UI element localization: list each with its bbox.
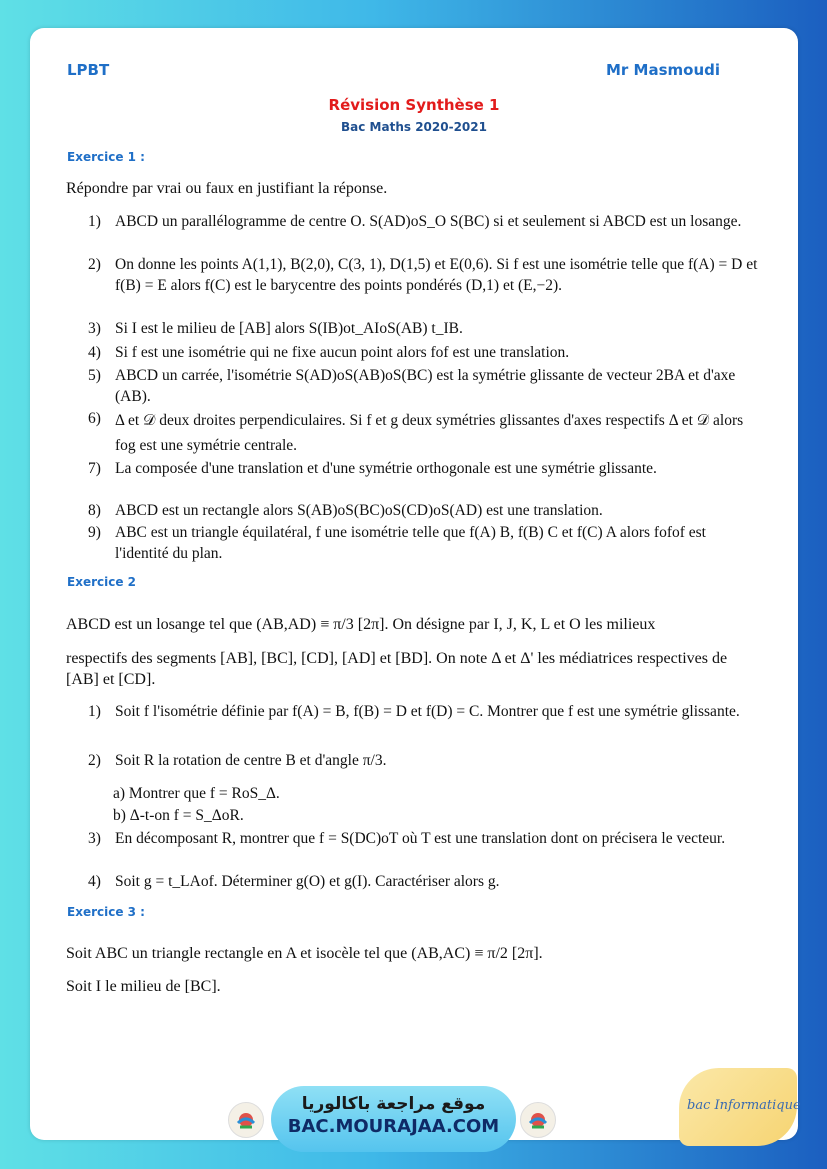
- exercise1-item: [88, 522, 760, 564]
- exercise1-item: [88, 365, 760, 407]
- page-subtitle: Bac Maths 2020-2021: [341, 120, 487, 134]
- item-text: ABCD un carrée, l'isométrie S(AD)oS(AB)oS(BC) est la symétrie glissante de vecteur 2BA et d'axe (AB).: [115, 367, 736, 405]
- site-banner[interactable]: [271, 1086, 516, 1152]
- item-text: ABC est un triangle équilatéral, f une isométrie telle que f(A) B, f(B) C et f(C) A alors fofof est l'identité du plan.: [115, 524, 706, 562]
- subitem-number: b): [113, 807, 126, 824]
- item-number: 3): [88, 320, 101, 337]
- item-text: En décomposant R, montrer que f = S(DC)oT où T est une translation dont on précisera le vecteur.: [115, 830, 726, 847]
- exercise2-item: [88, 828, 760, 849]
- exercise3-line1: Soit ABC un triangle rectangle en A et isocèle tel que (AB,AC) ≡ π/2 [2π].: [66, 945, 543, 962]
- exercise2-subitem: [113, 805, 753, 826]
- exercise2-intro-line1: ABCD est un losange tel que (AB,AD) ≡ π/3 [2π]. On désigne par I, J, K, L et O les milieux: [66, 616, 656, 633]
- exercise1-item: [88, 500, 760, 521]
- subitem-number: a): [113, 785, 126, 802]
- item-number: 2): [88, 752, 101, 769]
- item-number: 2): [88, 256, 101, 273]
- site-name-arabic: موقع مراجعة باكالوريا: [301, 1094, 486, 1114]
- exercise1-item: [88, 254, 760, 296]
- item-number: 8): [88, 502, 101, 519]
- site-url-link[interactable]: BAC.MOURAJAA.COM: [287, 1116, 500, 1137]
- item-text: ABCD est un rectangle alors S(AB)oS(BC)oS(CD)oS(AD) est une translation.: [115, 502, 603, 519]
- exercise2-item: [88, 701, 760, 722]
- exercise2-heading: Exercice 2: [67, 575, 136, 589]
- item-text: Δ et 𝒟 deux droites perpendiculaires. Si f et g deux symétries glissantes d'axes respectifs Δ et 𝒟 alors fog est une symétrie centrale.: [115, 412, 744, 454]
- teacher-label: Mr Masmoudi: [606, 61, 721, 79]
- page-title: Révision Synthèse 1: [328, 96, 500, 114]
- item-number: 1): [88, 703, 101, 720]
- item-number: 5): [88, 367, 101, 384]
- exercise1-item: [88, 342, 760, 363]
- exercise1-heading: Exercice 1 :: [67, 150, 145, 164]
- item-text: La composée d'une translation et d'une symétrie orthogonale est une symétrie glissante.: [115, 460, 657, 477]
- site-logo-icon: [228, 1102, 264, 1138]
- exercise2-subitem: [113, 783, 753, 804]
- exercise1-item: [88, 408, 760, 458]
- item-text: On donne les points A(1,1), B(2,0), C(3, 1), D(1,5) et E(0,6). Si f est une isométrie telle que f(A) = D et f(B) = E alors f(C) est le barycentre des points pondérés (D,1) et (E,−2).: [115, 256, 758, 294]
- exercise2-intro-line2: respectifs des segments [AB], [BC], [CD], [AD] et [BD]. On note Δ et Δ' les médiatrices respectives de [AB] et [CD].: [66, 650, 728, 688]
- item-text: Si I est le milieu de [AB] alors S(IB)ot_AIoS(AB) t_IB.: [115, 320, 463, 337]
- item-number: 4): [88, 344, 101, 361]
- school-label: LPBT: [67, 61, 110, 79]
- item-number: 6): [88, 410, 101, 427]
- item-text: Si f est une isométrie qui ne fixe aucun point alors fof est une translation.: [115, 344, 570, 361]
- subitem-text: Montrer que f = RoS_Δ.: [128, 785, 280, 802]
- exercise3-heading: Exercice 3 :: [67, 905, 145, 919]
- item-text: Soit f l'isométrie définie par f(A) = B, f(B) = D et f(D) = C. Montrer que f est une symétrie glissante.: [115, 703, 740, 720]
- item-number: 9): [88, 524, 101, 541]
- exercise1-item: [88, 458, 760, 479]
- item-number: 7): [88, 460, 101, 477]
- item-text: Soit R la rotation de centre B et d'angle π/3.: [115, 752, 387, 769]
- exercise2-item: [88, 871, 760, 892]
- exercise1-intro: Répondre par vrai ou faux en justifiant la réponse.: [66, 180, 388, 197]
- subitem-text: Δ-t-on f = S_ΔoR.: [129, 807, 244, 824]
- site-logo-icon: [520, 1102, 556, 1138]
- bac-logo-text: bac Informatique: [687, 1098, 801, 1113]
- item-number: 3): [88, 830, 101, 847]
- exercise2-item: [88, 750, 760, 771]
- item-text: Soit g = t_LAof. Déterminer g(O) et g(I). Caractériser alors g.: [115, 873, 500, 890]
- exercise3-line2: Soit I le milieu de [BC].: [66, 978, 221, 995]
- item-number: 1): [88, 213, 101, 230]
- item-text: ABCD un parallélogramme de centre O. S(AD)oS_O S(BC) si et seulement si ABCD est un losange.: [115, 213, 742, 230]
- bac-informatique-logo: [679, 1068, 801, 1146]
- item-number: 4): [88, 873, 101, 890]
- exercise1-item: [88, 318, 760, 339]
- document-page: [30, 28, 801, 1140]
- exercise1-item: [88, 211, 760, 232]
